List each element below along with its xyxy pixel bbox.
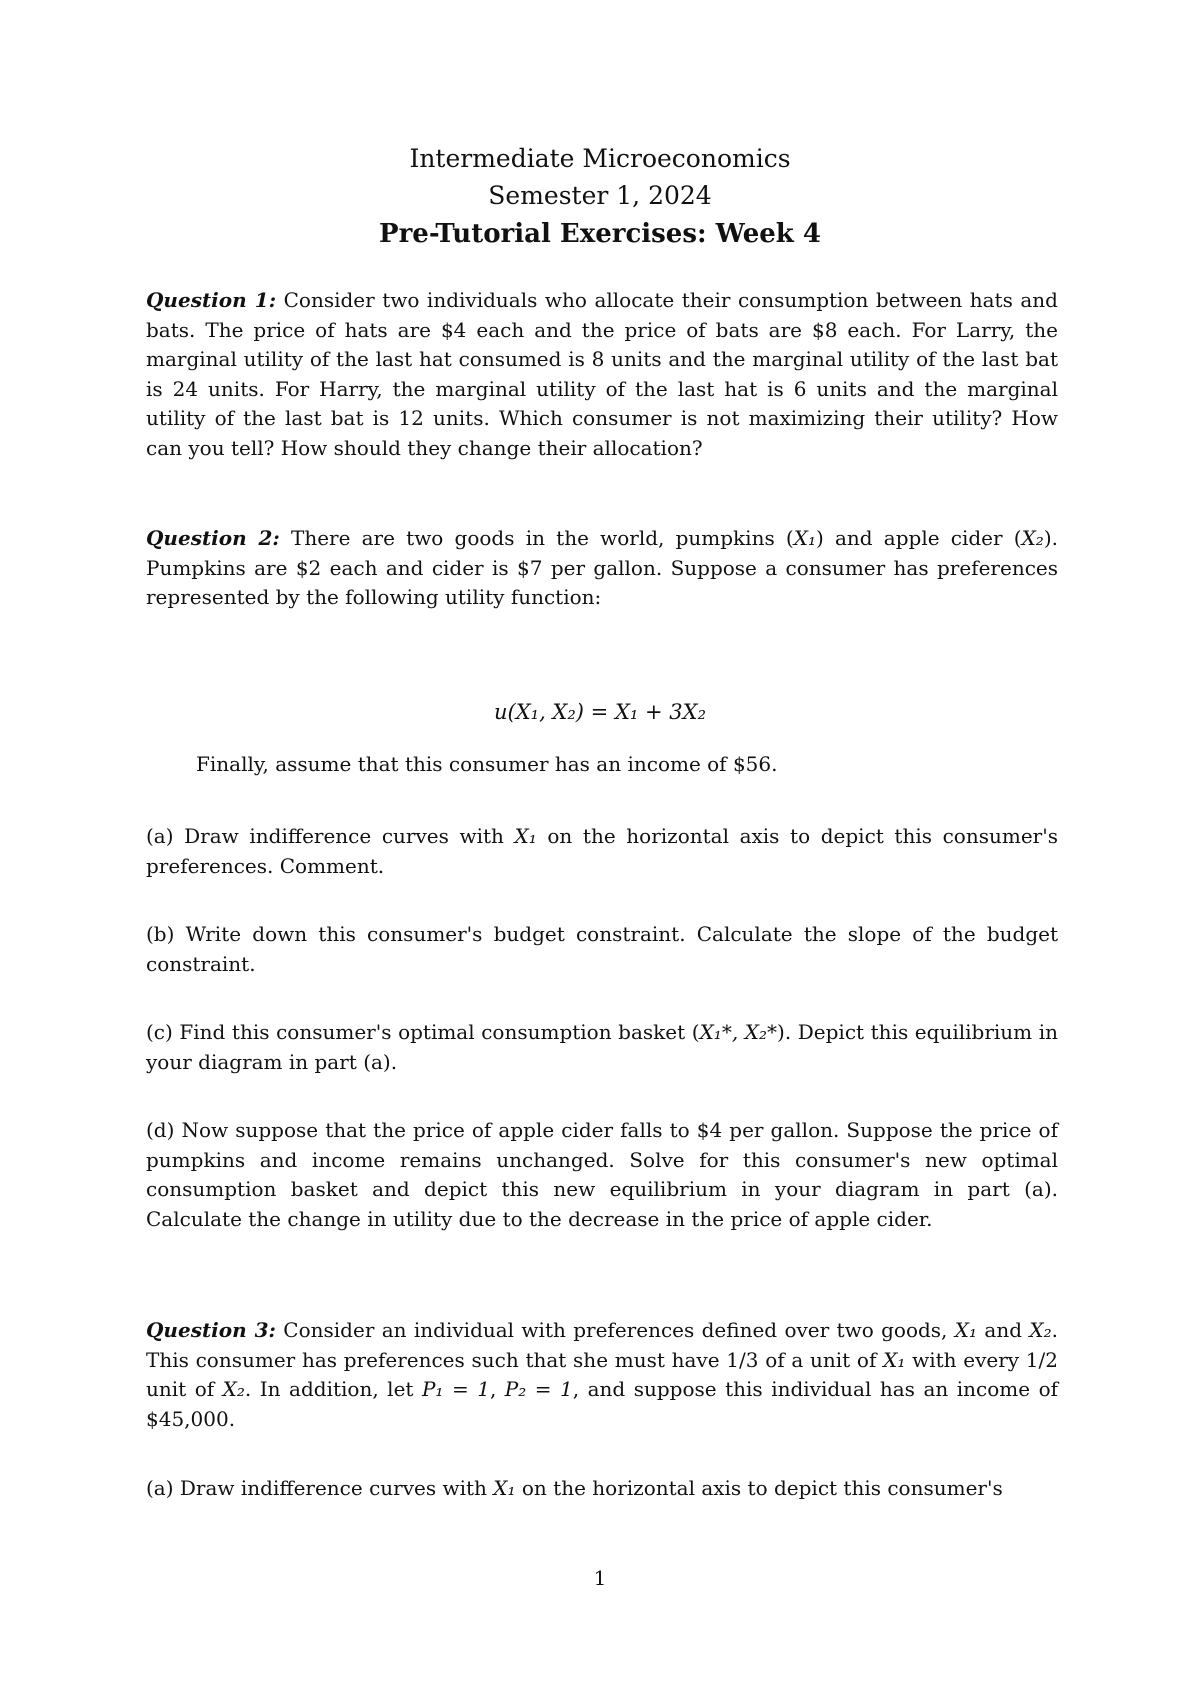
question-3-label: Question 3: [146,1318,276,1342]
part-c-text-2: ). Depict this equilibrium in your diagram in part (a). [146,1020,1058,1074]
income-statement: Finally, assume that this consumer has an income of $56. [196,752,778,776]
question-3-text-3: . This consumer has preferences such that she must have 1/3 of a unit of [146,1318,1058,1372]
semester: Semester 1, 2024 [488,181,712,210]
symbol-x1: X₁ [954,1318,978,1342]
question-3-text-6: , and suppose this individual has an income of $45,000. [146,1377,1059,1431]
document-header [0,140,1200,254]
symbol-x1: X₁ [883,1347,906,1372]
question-1 [146,286,1058,463]
utility-function: u(X₁, X₂) = X₁ + 3X₂ [494,700,706,724]
symbol-x1: X₁ [793,526,816,550]
symbol-x2: X₂ [222,1377,245,1401]
document-title: Pre-Tutorial Exercises: Week 4 [379,219,821,249]
course-name: Intermediate Microeconomics [409,144,791,173]
question-2-part-c [146,1018,1058,1077]
symbol-x1: X₁ [493,1476,516,1500]
q3-part-a-text-2: on the horizontal axis to depict this consumer's [515,1476,1003,1500]
question-3-text-5: . In addition, let [244,1377,422,1401]
utility-function-equation [0,700,1200,724]
part-a-text-2: on the horizontal axis to depict this consumer's preferences. Comment. [146,824,1058,878]
question-3: Question 3: Consider an individual with preferences defined over two goods, X₁ and X₂. This consumer has preferences such that she must have 1/3 of a unit of X₁ with every 1/2 unit of X₂. In addition, let P₁ = 1, P₂ = 1, and suppose this individual has an income of $45,000. [146,1318,1059,1431]
question-3-text-2: and [977,1318,1030,1342]
question-2-part-a [146,822,1058,881]
optimal-basket: X₁*, X₂* [699,1020,778,1044]
symbol-x2: X₂ [1021,526,1044,550]
part-a-text-1: (a) Draw indifference curves with [146,824,515,848]
question-2-label: Question 2: [146,526,280,550]
price-p2: P₂ = 1 [504,1377,573,1401]
question-2-part-d: (d) Now suppose that the price of apple cider falls to $4 per gallon. Suppose the price of pumpkins and income remains unchanged. Solve for this consumer's new optimal consumption basket and depict this new equilibrium in your diagram in part (a). Calculate the change in utility due to the decrease in the price of apple cider. [146,1118,1058,1231]
part-c-text-1: (c) Find this consumer's optimal consumption basket ( [146,1020,700,1044]
price-p1: P₁ = 1 [421,1377,490,1401]
q3-part-a-text-1: (a) Draw indifference curves with [146,1476,494,1500]
question-3-text-1: Consider an individual with preferences defined over two goods, [275,1318,955,1342]
question-2-text-b: ) and apple cider ( [815,526,1022,550]
symbol-x1: X₁ [514,824,537,848]
question-1-label: Question 1: [146,288,277,312]
page-number: 1 [593,1566,607,1590]
question-1-text: Consider two individuals who allocate their consumption between hats and bats. The price of hats are $4 each and the price of bats are $8 each. For Larry, the marginal utility of the last hat consumed is 8 units and the marginal utility of the last bat is 24 units. For Harry, the marginal utility of the last hat is 6 units and the marginal utility of the last bat is 12 units. Which consumer is not maximizing their utility? How can you tell? How should they change their allocation? [146,288,1058,460]
question-3-part-a [146,1474,1058,1504]
symbol-x2: X₂ [1029,1318,1052,1342]
question-3-text-4: with every 1/2 unit of [146,1347,1058,1401]
question-2-part-b: (b) Write down this consumer's budget constraint. Calculate the slope of the budget constraint. [146,922,1058,976]
question-2-text-c: ). Pumpkins are $2 each and cider is $7 per gallon. Suppose a consumer has preferences represented by the following utility function: [146,526,1058,609]
question-2 [146,524,1058,613]
question-2-text-a: There are two goods in the world, pumpkins ( [279,526,794,550]
